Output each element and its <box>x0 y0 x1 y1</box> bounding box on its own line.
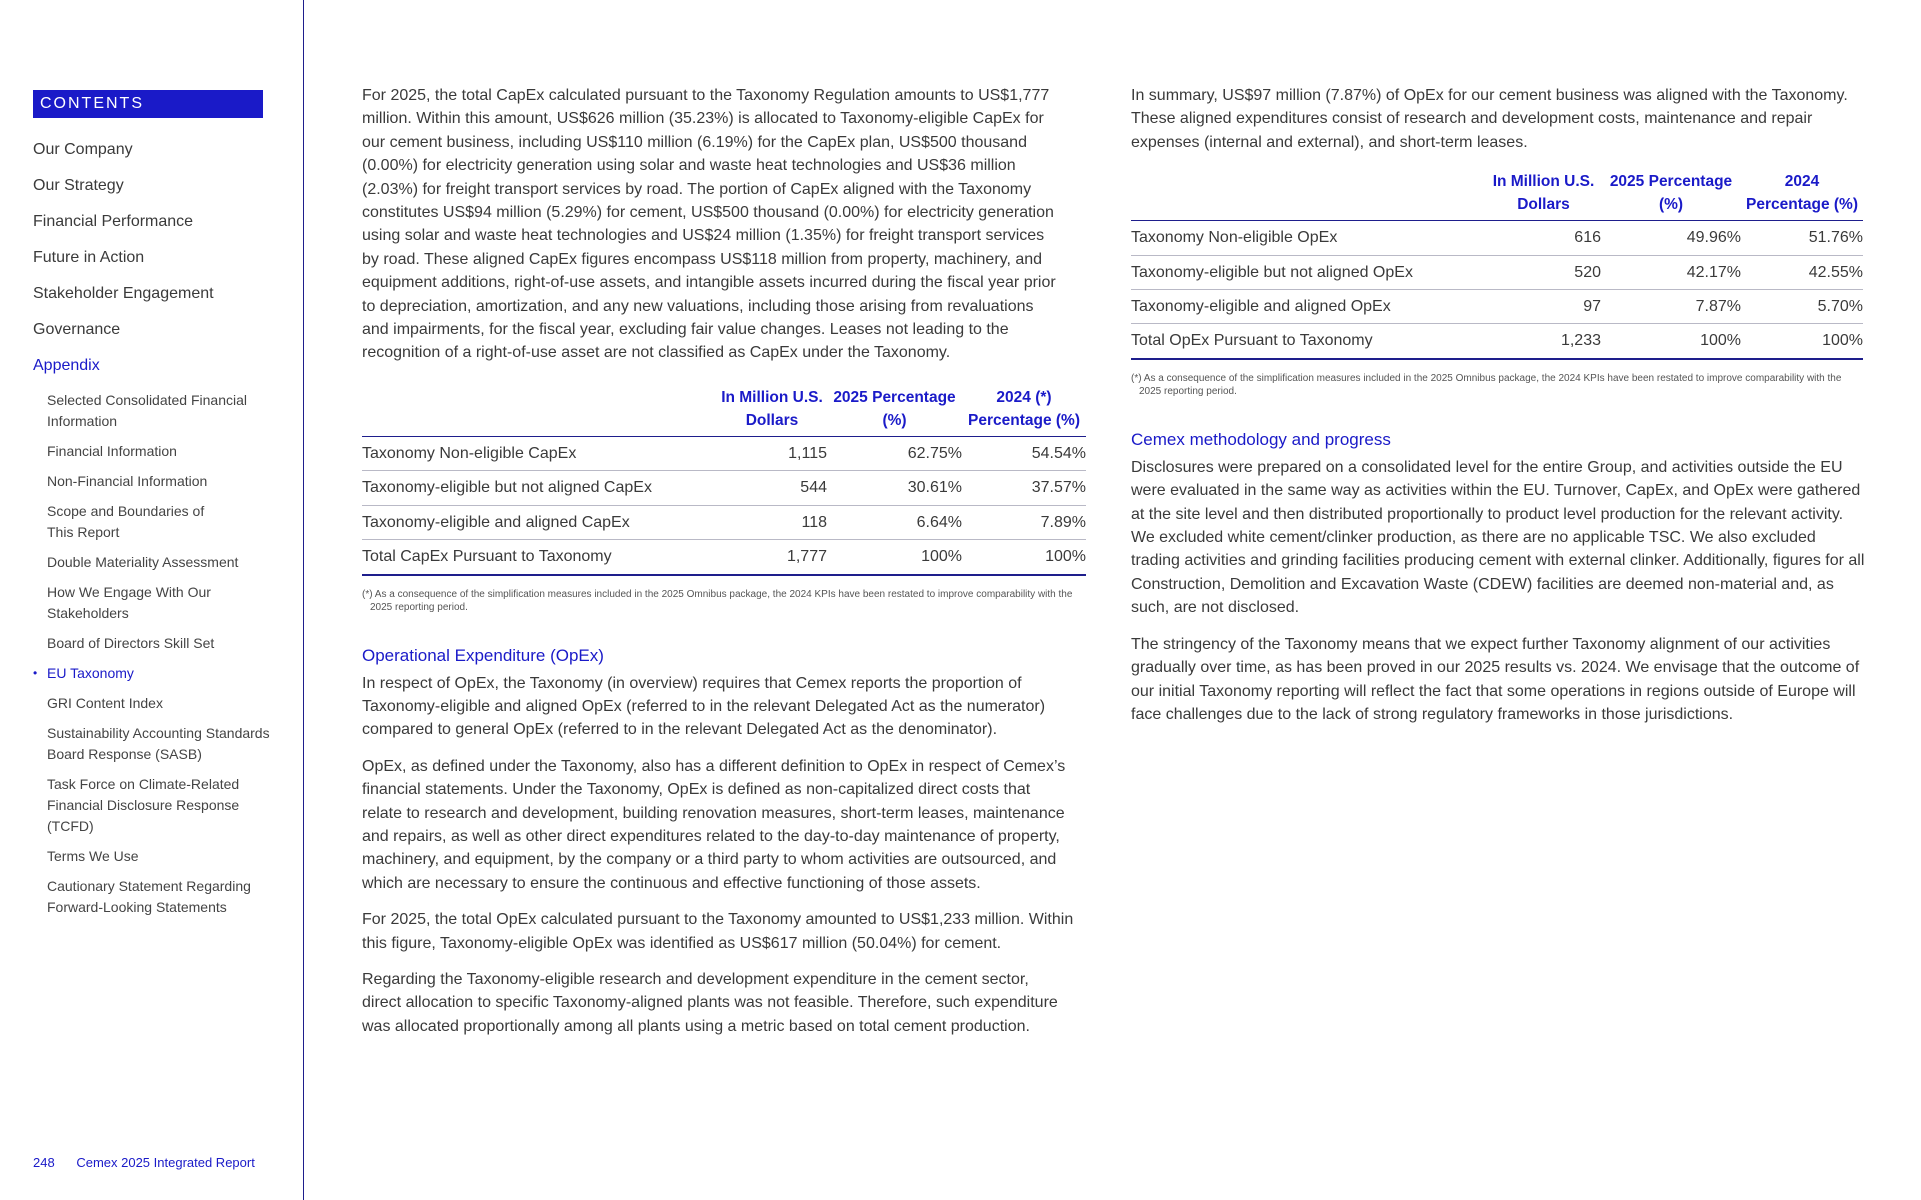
col-header-2025: 2025 Percentage (%) <box>1609 173 1733 214</box>
cell-2025: 49.96% <box>1601 221 1741 255</box>
nav-item-future-in-action[interactable]: Future in Action <box>33 249 145 266</box>
cell-2024: 100% <box>962 540 1086 575</box>
cell-musd: 544 <box>717 471 827 505</box>
nav-item-financial-performance[interactable]: Financial Performance <box>33 213 194 230</box>
row-label: Total OpEx Pursuant to Taxonomy <box>1131 324 1486 359</box>
cell-2024: 42.55% <box>1741 255 1863 289</box>
capex-summary-paragraph: For 2025, the total CapEx calculated pursuant to the Taxonomy Regulation amounts to US$1,777 million. Within this amount, US$626 million (35.23%) is allocated to Taxonomy-eligible CapEx for our cement business, including US$110 million (6.19%) for the CapEx plan, US$500 thousand (0.00%) for electricity generation using solar and waste heat technologies and US$36 million (2.03%) for freight transport services by road. The portion of CapEx aligned with the Taxonomy constitutes US$94 million (5.29%) for cement, US$500 thousand (0.00%) for electricity generation using solar and waste heat technologies and US$24 million (1.35%) for freight transport services by road. These aligned CapEx figures encompass US$118 million from property, machinery, and equipment additions, right-of-use assets, and intangible assets incurred during the fiscal year prior to depreciation, amortization, and any new valuations, including those arising from revaluations and impairments, for the fiscal year, excluding fair value changes. Leases not leading to the recognition of a right-of-use asset are not classified as CapEx under the Taxonomy. <box>362 87 1056 362</box>
opex-table <box>1131 170 1863 360</box>
opex-paragraph-4: Regarding the Taxonomy-eligible research and development expenditure in the cement sector, direct allocation to specific Taxonomy-aligned plants was not feasible. Therefore, such expenditure was allocated proportionally among all plants using a metric based on total cement production. <box>362 970 1058 1035</box>
cell-2024: 100% <box>1741 324 1863 359</box>
cell-2025: 62.75% <box>827 436 962 470</box>
opex-paragraph-1: In respect of OpEx, the Taxonomy (in overview) requires that Cemex reports the proportion of Taxonomy-eligible and aligned OpEx (referred to in the relevant Delegated Act as the numerator) compared to general OpEx (referred to in the relevant Delegated Act as the denominator). <box>362 674 1046 739</box>
subnav-item[interactable]: Double Materiality Assessment <box>47 554 239 570</box>
cell-2024: 51.76% <box>1741 221 1863 255</box>
row-label: Taxonomy Non-eligible OpEx <box>1131 221 1486 255</box>
col-header-2024: 2024 (*) Percentage (%) <box>968 388 1080 429</box>
col-header-2025: 2025 Percentage (%) <box>833 388 956 429</box>
methodology-paragraph-1: Disclosures were prepared on a consolidated level for the entire Group, and activities outside the EU were evaluated in the same way as activities within the EU. Turnover, CapEx, and OpEx were gathered at the site level and then distributed proportionally to product level production for the relevant activity. We excluded white cement/clinker production, as there are no applicable TSC. We also excluded trading activities and grinding facilities producing cement with external clinker. Additionally, figures for all Construction, Demolition and Excavation Waste (CDEW) facilities are deemed non-material and, as such, are not disclosed. <box>1131 458 1865 617</box>
row-label: Total CapEx Pursuant to Taxonomy <box>362 540 717 575</box>
subnav-item[interactable]: Selected Consolidated Financial Information <box>47 392 248 429</box>
cell-musd: 616 <box>1486 221 1601 255</box>
capex-table-footnote: (*) As a consequence of the simplification measures included in the 2025 Omnibus package, the 2024 KPIs have been restated to improve comparability with the 2025 reporting period. <box>362 588 1073 613</box>
col-header-2024: 2024 Percentage (%) <box>1746 173 1858 214</box>
cell-2025: 42.17% <box>1601 255 1741 289</box>
table-row <box>362 471 1086 505</box>
cell-2024: 37.57% <box>962 471 1086 505</box>
contents-header[interactable]: CONTENTS <box>33 90 263 118</box>
cell-musd: 97 <box>1486 290 1601 324</box>
page-footer <box>33 1155 255 1170</box>
cell-2024: 7.89% <box>962 505 1086 539</box>
right-column <box>1131 84 1866 739</box>
row-label: Taxonomy-eligible and aligned CapEx <box>362 505 717 539</box>
subnav-item-eu-taxonomy[interactable]: • EU Taxonomy <box>47 663 293 684</box>
table-row <box>1131 221 1863 255</box>
col-header-musd: In Million U.S. Dollars <box>1492 173 1595 214</box>
sidebar-nav <box>33 138 293 927</box>
nav-item-governance[interactable]: Governance <box>33 321 121 338</box>
row-label: Taxonomy Non-eligible CapEx <box>362 436 717 470</box>
opex-paragraph-3: For 2025, the total OpEx calculated pursuant to the Taxonomy amounted to US$1,233 million. Within this figure, Taxonomy-eligible OpEx was identified as US$617 million (50.04%) for cement. <box>362 911 1074 952</box>
page-number: 248 <box>33 1155 55 1170</box>
cell-musd: 118 <box>717 505 827 539</box>
cell-musd: 1,777 <box>717 540 827 575</box>
opex-table-footnote: (*) As a consequence of the simplification measures included in the 2025 Omnibus package, the 2024 KPIs have been restated to improve comparability with the 2025 reporting period. <box>1131 372 1842 397</box>
table-row-total <box>1131 324 1863 359</box>
col-header-musd: In Million U.S. Dollars <box>721 388 823 429</box>
cell-2025: 100% <box>1601 324 1741 359</box>
row-label: Taxonomy-eligible but not aligned CapEx <box>362 471 717 505</box>
cell-2025: 30.61% <box>827 471 962 505</box>
cell-musd: 1,233 <box>1486 324 1601 359</box>
cell-2025: 100% <box>827 540 962 575</box>
cell-2024: 54.54% <box>962 436 1086 470</box>
capex-table <box>362 386 1086 576</box>
table-row <box>362 505 1086 539</box>
cell-musd: 1,115 <box>717 436 827 470</box>
subnav-item[interactable]: Scope and Boundaries of This Report <box>47 503 205 540</box>
methodology-heading: Cemex methodology and progress <box>1131 429 1391 449</box>
cell-2025: 7.87% <box>1601 290 1741 324</box>
table-row <box>1131 255 1863 289</box>
subnav-item[interactable]: GRI Content Index <box>47 695 163 711</box>
row-label: Taxonomy-eligible but not aligned OpEx <box>1131 255 1486 289</box>
subnav-item[interactable]: How We Engage With Our Stakeholders <box>47 584 211 621</box>
subnav-item[interactable]: Financial Information <box>47 443 177 459</box>
appendix-subnav <box>47 390 293 918</box>
cell-2025: 6.64% <box>827 505 962 539</box>
subnav-item[interactable]: Board of Directors Skill Set <box>47 635 215 651</box>
table-row-total <box>362 540 1086 575</box>
left-column <box>362 84 1086 1051</box>
nav-item-our-strategy[interactable]: Our Strategy <box>33 177 124 194</box>
subnav-item[interactable]: Terms We Use <box>47 848 139 864</box>
subnav-item[interactable]: Non-Financial Information <box>47 473 208 489</box>
methodology-paragraph-2: The stringency of the Taxonomy means that we expect further Taxonomy alignment of our activities gradually over time, as has been proved in our 2025 results vs. 2024. We envisage that the outcome of our initial Taxonomy reporting will reflect the fact that some operations in regions outside of Europe will face challenges due to the lack of strong regulatory frameworks in those jurisdictions. <box>1131 635 1860 723</box>
report-title[interactable]: Cemex 2025 Integrated Report <box>76 1155 255 1170</box>
nav-item-our-company[interactable]: Our Company <box>33 141 133 158</box>
subnav-item[interactable]: Task Force on Climate-Related Financial Disclosure Response (TCFD) <box>47 776 240 834</box>
opex-heading: Operational Expenditure (OpEx) <box>362 645 604 665</box>
subnav-item[interactable]: Sustainability Accounting Standards Board Response (SASB) <box>47 725 270 762</box>
nav-item-appendix[interactable]: Appendix <box>33 357 100 374</box>
nav-item-stakeholder-engagement[interactable]: Stakeholder Engagement <box>33 285 214 302</box>
table-row <box>1131 290 1863 324</box>
subnav-item[interactable]: Cautionary Statement Regarding Forward-Looking Statements <box>47 878 251 915</box>
opex-summary-paragraph: In summary, US$97 million (7.87%) of OpEx for our cement business was aligned with the Taxonomy. These aligned expenditures consist of research and development costs, maintenance and repair expenses (internal and external), and short-term leases. <box>1131 87 1848 151</box>
cell-musd: 520 <box>1486 255 1601 289</box>
table-row <box>362 436 1086 470</box>
cell-2024: 5.70% <box>1741 290 1863 324</box>
row-label: Taxonomy-eligible and aligned OpEx <box>1131 290 1486 324</box>
opex-paragraph-2: OpEx, as defined under the Taxonomy, also has a different definition to OpEx in respect of Cemex’s financial statements. Under the Taxonomy, OpEx is defined as non-capitalized direct costs that relate to research and development, building renovation measures, short-term leases, maintenance and repairs, as well as other direct expenditures related to the day-to-day maintenance of property, machinery, and equipment, by the company or a third party to whom activities are outsourced, and which are necessary to ensure the continuous and effective functioning of those assets. <box>362 757 1066 892</box>
sidebar <box>0 0 304 1200</box>
